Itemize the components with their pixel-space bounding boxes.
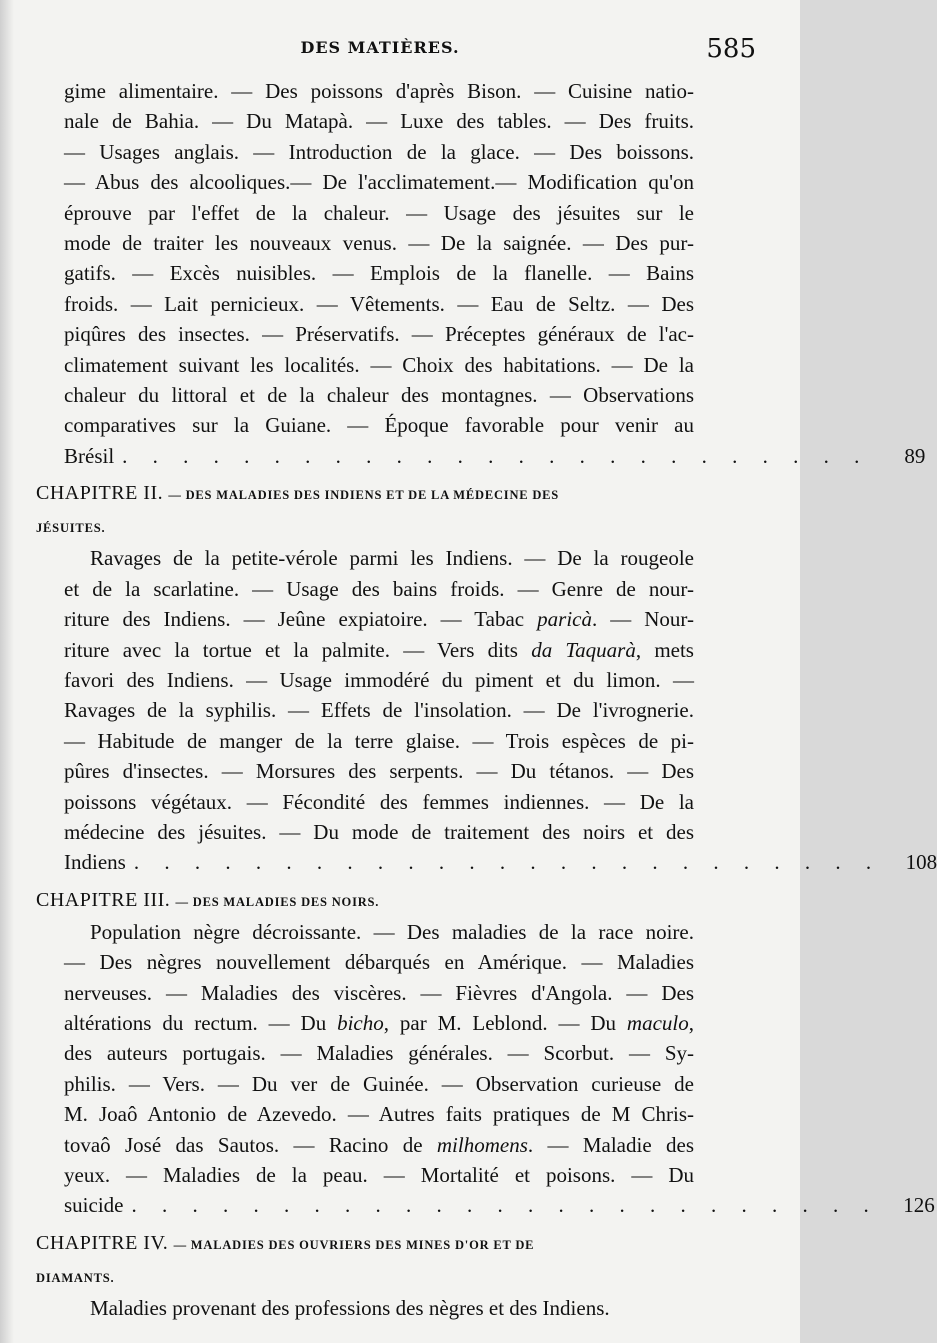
italic-term: da Taquarà (531, 637, 636, 662)
chapter-title: — MALADIES DES OUVRIERS DES MINES D'OR ET DE (173, 1237, 535, 1252)
text-line: favori des Indiens. — Usage immodéré du piment et du limon. — (64, 667, 694, 692)
chapter-2-entry (36, 477, 937, 877)
chapter-title-continued: JÉSUITES. (36, 521, 106, 536)
chapter-heading (36, 1227, 694, 1293)
running-head (0, 34, 800, 68)
text-line: piqûres des insectes. — Préservatifs. — Préceptes généraux de l'ac- (64, 322, 694, 347)
entry-page-number: 108 (905, 850, 937, 875)
dot-leader: . . . . . . . . . . . . . . . . . . . . . . . . . (122, 443, 870, 468)
chapter-label: CHAPITRE II. (36, 482, 164, 505)
text-line: climatement suivant les localités. — Choix des habitations. — De la (64, 352, 694, 377)
text-line: médecine des jésuites. — Du mode de traitement des noirs et des (64, 819, 694, 844)
text-line: nerveuses. — Maladies des viscères. — Fièvres d'Angola. — Des (64, 980, 694, 1005)
text-line: Ravages de la petite-vérole parmi les Indiens. — De la rougeole (90, 546, 694, 571)
chapter-label: CHAPITRE IV. (36, 1231, 169, 1254)
text-line: gime alimentaire. — Des poissons d'après Bison. — Cuisine natio- (64, 79, 694, 103)
text-line: nale de Bahia. — Du Matapà. — Luxe des tables. — Des fruits. (64, 109, 694, 134)
dot-leader: . . . . . . . . . . . . . . . . . . . . . . . . . (133, 850, 882, 875)
section-1-entry (64, 76, 926, 471)
dot-leader: . . . . . . . . . . . . . . . . . . . . . . . . . (131, 1193, 879, 1218)
chapter-title-continued: DIAMANTS. (36, 1270, 115, 1285)
entry-end-text: Indiens (64, 850, 126, 875)
entry-end-line (64, 441, 926, 471)
entry-page-number: 89 (904, 443, 926, 468)
chapter-title: — DES MALADIES DES INDIENS ET DE LA MÉDECINE DES (168, 488, 560, 503)
chapter-title: — DES MALADIES DES NOIRS. (175, 894, 380, 909)
text-line: M. Joaô Antonio de Azevedo. — Autres faits pratiques de M Chris- (64, 1102, 694, 1127)
italic-term: paricà (537, 607, 592, 632)
chapter-3-entry (36, 884, 935, 1221)
italic-term: maculo (626, 1010, 689, 1035)
running-title: DES MATIÈRES. (300, 38, 460, 57)
text-line: gatifs. — Excès nuisibles. — Emplois de la flanelle. — Bains (64, 261, 694, 286)
text-line: yeux. — Maladies de la peau. — Mortalité et poisons. — Du (64, 1163, 694, 1187)
text-line: — Des nègres nouvellement débarqués en Amérique. — Maladies (64, 950, 694, 975)
entry-page-number: 126 (903, 1193, 935, 1218)
text-line: tovaô José das Sautos. — Racino de milhomens. — Maladie des (64, 1132, 695, 1157)
text-line: pûres d'insectes. — Morsures des serpents. — Du tétanos. — Des (64, 759, 694, 784)
text-line: des auteurs portugais. — Maladies générales. — Scorbut. — Sy- (64, 1041, 694, 1066)
text-line: Ravages de la syphilis. — Effets de l'insolation. — De l'ivrognerie. (64, 698, 694, 723)
chapter-heading (36, 884, 694, 917)
table-of-contents (36, 76, 937, 1323)
text-line: riture avec la tortue et la palmite. — Vers dits da Taquarà, mets (64, 637, 694, 662)
text-line: — Abus des alcooliques.— De l'acclimatement.— Modification qu'on (64, 170, 694, 195)
text-line: philis. — Vers. — Du ver de Guinée. — Observation curieuse de (64, 1071, 694, 1096)
text-line: — Usages anglais. — Introduction de la glace. — Des boissons. (64, 139, 694, 164)
entry-end-line (64, 847, 937, 877)
text-line: chaleur du littoral et de la chaleur des montagnes. — Observations (64, 383, 694, 408)
entry-end-text: suicide (64, 1193, 124, 1218)
text-line: Population nègre décroissante. — Des maladies de la race noire. (90, 919, 694, 944)
italic-term: milhomens (436, 1132, 528, 1157)
entry-end-line (64, 1190, 935, 1220)
chapter-heading (36, 477, 694, 543)
text-line: comparatives sur la Guiane. — Époque favorable pour venir au (64, 413, 694, 438)
entry-end-text: Brésil (64, 443, 115, 468)
text-line: et de la scarlatine. — Usage des bains froids. — Genre de nour- (64, 576, 694, 601)
text-line: — Habitude de manger de la terre glaise. — Trois espèces de pi- (64, 728, 694, 753)
italic-term: bicho (337, 1010, 384, 1035)
page-number: 585 (706, 34, 756, 64)
text-line: mode de traiter les nouveaux venus. — De la saignée. — Des pur- (64, 231, 694, 256)
chapter-label: CHAPITRE III. (36, 888, 171, 911)
text-line: froids. — Lait pernicieux. — Vêtements. — Eau de Seltz. — Des (64, 291, 694, 316)
text-line: riture des Indiens. — Jeûne expiatoire. — Tabac paricà. — Nour- (64, 607, 695, 632)
text-line: Maladies provenant des professions des nègres et des Indiens. (90, 1295, 610, 1320)
text-line: éprouve par l'effet de la chaleur. — Usage des jésuites sur le (64, 200, 694, 225)
text-line: poissons végétaux. — Fécondité des femmes indiennes. — De la (64, 789, 694, 814)
text-line: altérations du rectum. — Du bicho, par M. Leblond. — Du maculo, (64, 1010, 694, 1035)
chapter-4-entry (36, 1227, 694, 1323)
